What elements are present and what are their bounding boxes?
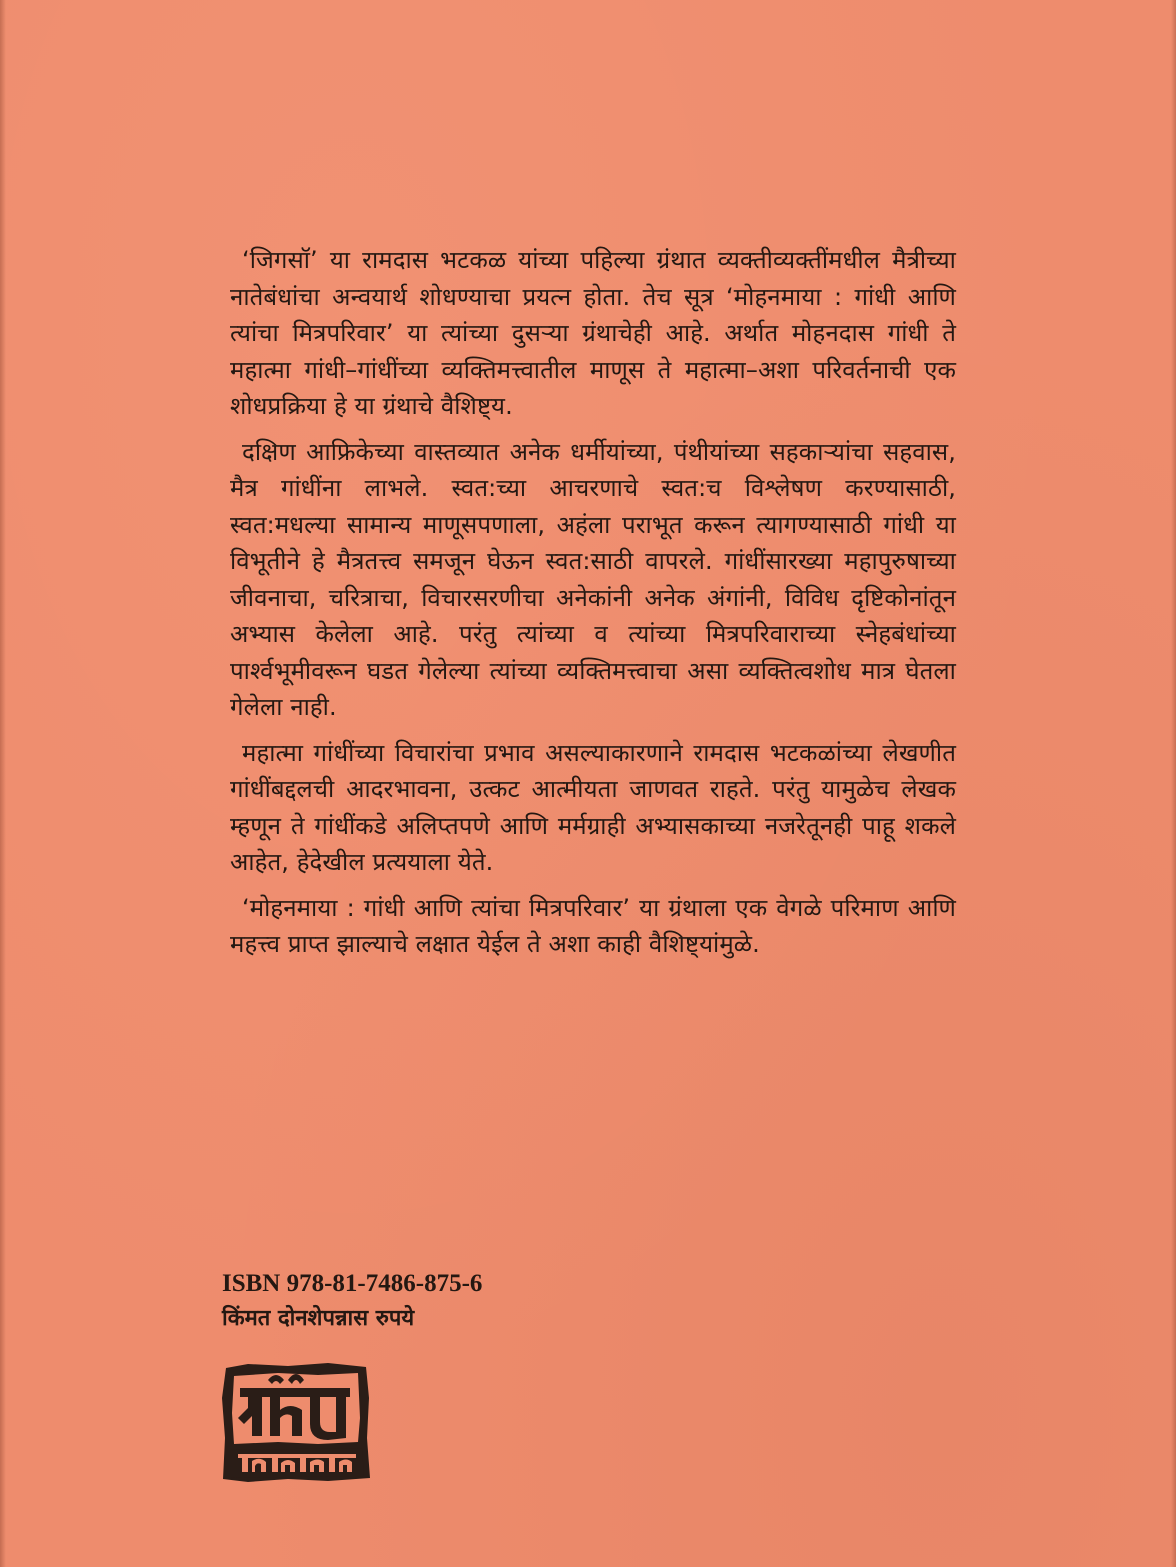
publisher-logo	[218, 1358, 374, 1486]
blurb-text	[230, 242, 956, 972]
blurb-paragraph-1: ‘जिगसॉ’ या रामदास भटकळ यांच्या पहिल्या ग्रंथात व्यक्तीव्यक्तींमधील मैत्रीच्या नातेबंधांचा अन्वयार्थ शोधण्याचा प्रयत्न होता. तेच सूत्र ‘मोहनमाया : गांधी आणि त्यांचा मित्रपरिवार’ या त्यांच्या दुसऱ्या ग्रंथाचेही आहे. अर्थात मोहनदास गांधी ते महात्मा गांधी–गांधींच्या व्यक्तिमत्त्वातील माणूस ते महात्मा–अशा परिवर्तनाची एक शोधप्रक्रिया हे या ग्रंथाचे वैशिष्ट्य.	[230, 246, 956, 420]
book-meta	[222, 1267, 722, 1337]
blurb-paragraph-3: महात्मा गांधींच्या विचारांचा प्रभाव असल्याकारणाने रामदास भटकळांच्या लेखणीत गांधींबद्दलची आदरभावना, उत्कट आत्मीयता जाणवत राहते. परंतु यामुळेच लेखक म्हणून ते गांधींकडे अलिप्तपणे आणि मर्मग्राही अभ्यासकाच्या नजरेतूनही पाहू शकले आहेत, हेदेखील प्रत्ययाला येते.	[230, 738, 956, 876]
price-text: किंमत दोनशेपन्नास रुपये	[222, 1306, 415, 1331]
cover-right-edge	[1171, 0, 1176, 1567]
cover-left-edge	[0, 0, 6, 1567]
blurb-paragraph-2: दक्षिण आफ्रिकेच्या वास्तव्यात अनेक धर्मीयांच्या, पंथीयांच्या सहकाऱ्यांचा सहवास, मैत्र गांधींना लाभले. स्वत:च्या आचरणाचे स्वत:च विश्लेषण करण्यासाठी, स्वत:मधल्या सामान्य माणूसपणाला, अहंला पराभूत करून त्यागण्यासाठी गांधी या विभूतीने हे मैत्रतत्त्व समजून घेऊन स्वत:साठी वापरले. गांधींसारख्या महापुरुषाच्या जीवनाचा, चरित्राचा, विचारसरणीचा अनेकांनी अनेक अंगांनी, विविध दृष्टिकोनांतून अभ्यास केलेला आहे. परंतु त्यांच्या व त्यांच्या मित्रपरिवाराच्या स्नेहबंधांच्या पार्श्वभूमीवरून घडत गेलेल्या त्यांच्या व्यक्तिमत्त्वाचा असा व्यक्तित्वशोध मात्र घेतला गेलेला नाही.	[230, 437, 956, 721]
blurb-paragraph-4: ‘मोहनमाया : गांधी आणि त्यांचा मित्रपरिवार’ या ग्रंथाला एक वेगळे परिमाण आणि महत्त्व प्राप्त झाल्याचे लक्षात येईल ते अशा काही वैशिष्ट्यांमुळे.	[230, 893, 956, 958]
isbn-number: ISBN 978-81-7486-875-6	[222, 1270, 483, 1297]
publisher-logo-stamp	[218, 1358, 374, 1486]
